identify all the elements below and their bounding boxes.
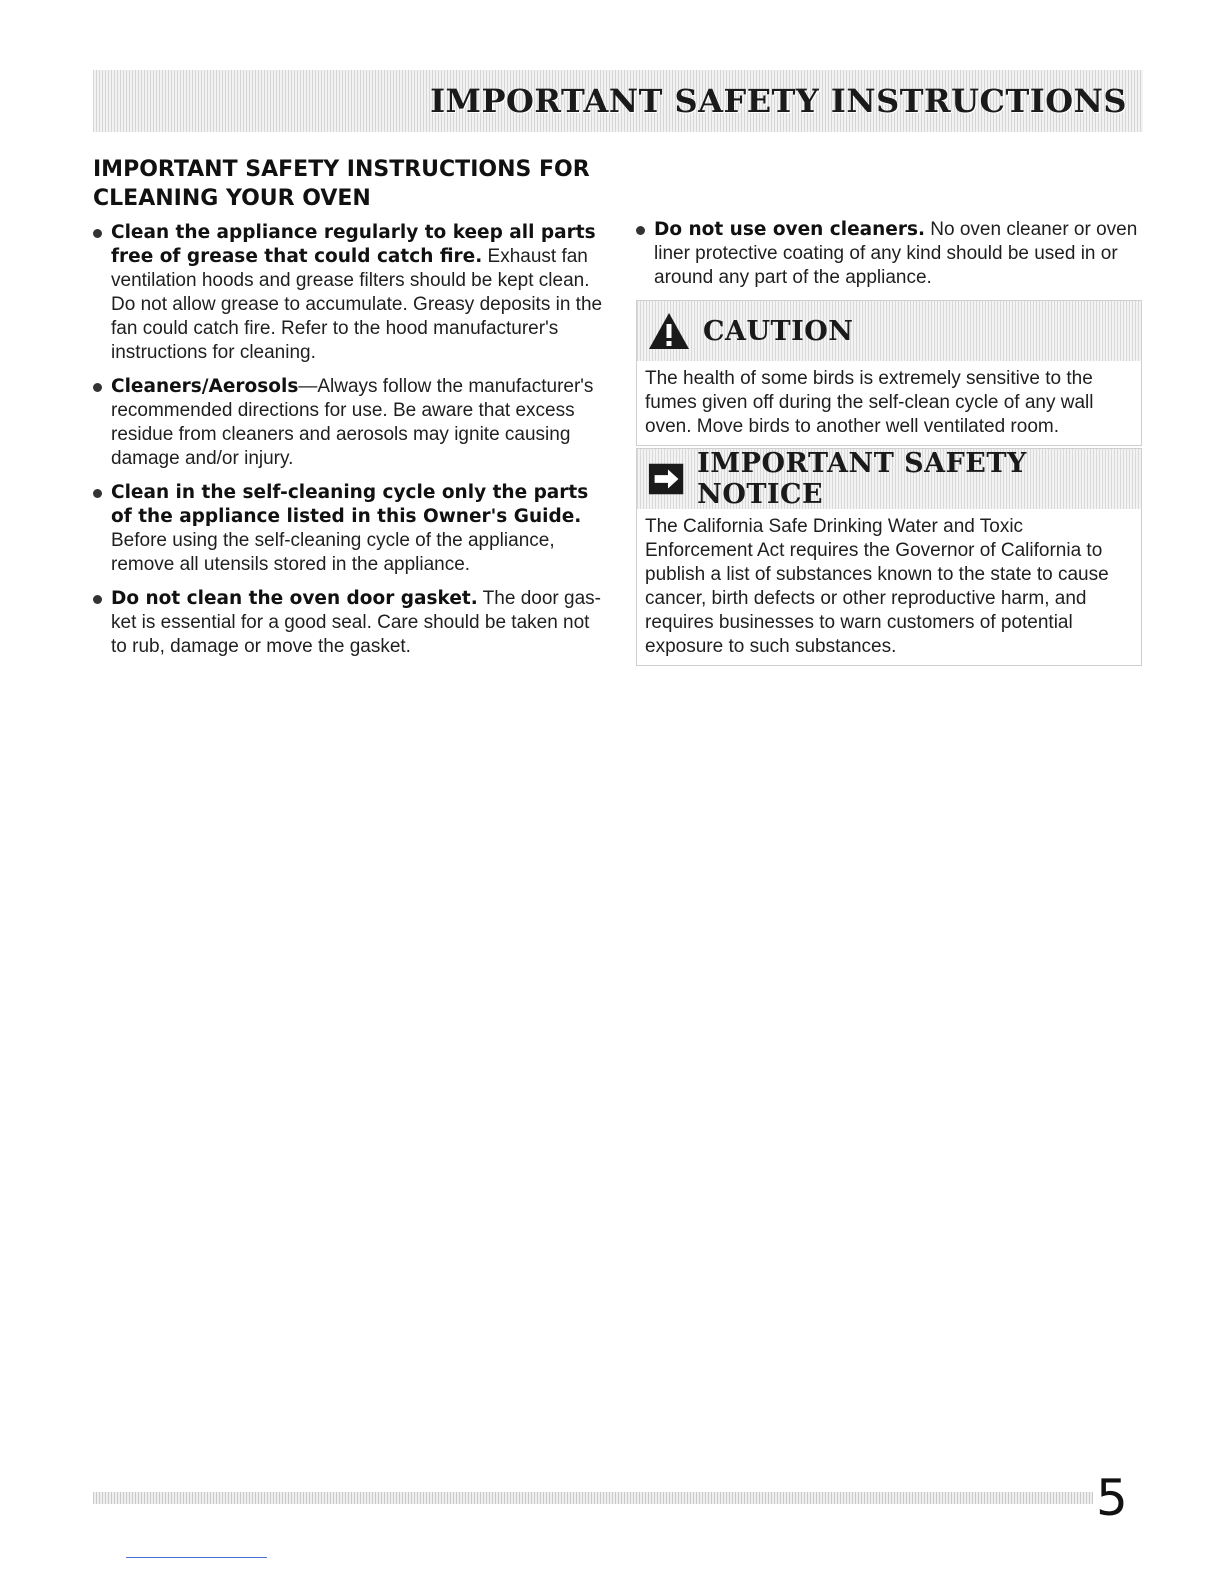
bullet-icon xyxy=(93,595,102,604)
caution-header xyxy=(637,301,1141,361)
page-title: IMPORTANT SAFETY INSTRUCTIONS xyxy=(430,82,1127,120)
oven-cleaners-list xyxy=(636,218,1144,290)
arrow-box-icon xyxy=(647,459,685,499)
list-item xyxy=(93,481,605,577)
list-item xyxy=(93,587,605,659)
bullet-icon xyxy=(93,489,102,498)
caution-body: The health of some birds is extremely sensitive to the fumes given off during the self-clean cycle of any wall oven. Move birds to another well ventilated room. xyxy=(645,368,1094,437)
bullet-icon xyxy=(93,383,102,392)
list-item xyxy=(93,221,605,365)
notice-box xyxy=(636,448,1142,666)
caution-box xyxy=(636,300,1142,446)
item-bold: Clean in the self-cleaning cycle only the parts of the appliance listed in this Owner's Guide. xyxy=(111,482,589,527)
section-heading-line2: CLEANING YOUR OVEN xyxy=(93,186,371,211)
item-text: —Always follow the manufacturer's recommended directions for use. Be aware that excess residue from cleaners and aerosols may ignite causing damage and/or injury. xyxy=(111,376,594,469)
list-item xyxy=(636,218,1144,290)
item-text: Before using the self-cleaning cycle of the appliance, remove all utensils stored in the appliance. xyxy=(111,530,555,575)
item-bold: Do not use oven cleaners. xyxy=(654,219,925,240)
bullet-icon xyxy=(93,229,102,238)
item-bold: Cleaners/Aerosols xyxy=(111,376,299,397)
item-text: Exhaust fan ventilation hoods and grease filters should be kept clean. Do not allow grease to accumulate. Greasy deposits in the fan could catch fire. Refer to the hood manufacturer's instructions for cleaning. xyxy=(111,246,603,363)
list-item xyxy=(93,375,605,471)
cleaning-instructions-list xyxy=(93,221,605,659)
notice-header xyxy=(637,449,1141,509)
section-heading xyxy=(93,155,605,213)
caution-title: CAUTION xyxy=(703,315,854,347)
item-bold: Clean the appliance regularly to keep all parts free of grease that could catch fire. xyxy=(111,222,596,267)
page-number: 5 xyxy=(1096,1469,1128,1527)
footer-divider xyxy=(126,1557,267,1558)
section-heading-line1: IMPORTANT SAFETY INSTRUCTIONS FOR xyxy=(93,157,590,182)
footer-bar xyxy=(93,1492,1093,1504)
item-text: No oven cleaner or oven liner protective coating of any kind should be used in or around any part of the appliance. xyxy=(654,219,1138,288)
right-column xyxy=(636,218,1144,300)
left-column xyxy=(93,155,605,669)
notice-body: The California Safe Drinking Water and Toxic Enforcement Act requires the Governor of California to publish a list of substances known to the state to cause cancer, birth defects or other reproductive harm, and requires businesses to warn customers of potential exposure to such substances. xyxy=(645,516,1109,657)
bullet-icon xyxy=(636,226,645,235)
item-text: The door gas-ket is essential for a good seal. Care should be taken not to rub, damage or move the gasket. xyxy=(111,588,601,657)
warning-triangle-icon xyxy=(647,311,691,351)
notice-title: IMPORTANT SAFETY NOTICE xyxy=(697,448,1027,510)
item-bold: Do not clean the oven door gasket. xyxy=(111,588,478,609)
header-banner xyxy=(93,70,1143,132)
